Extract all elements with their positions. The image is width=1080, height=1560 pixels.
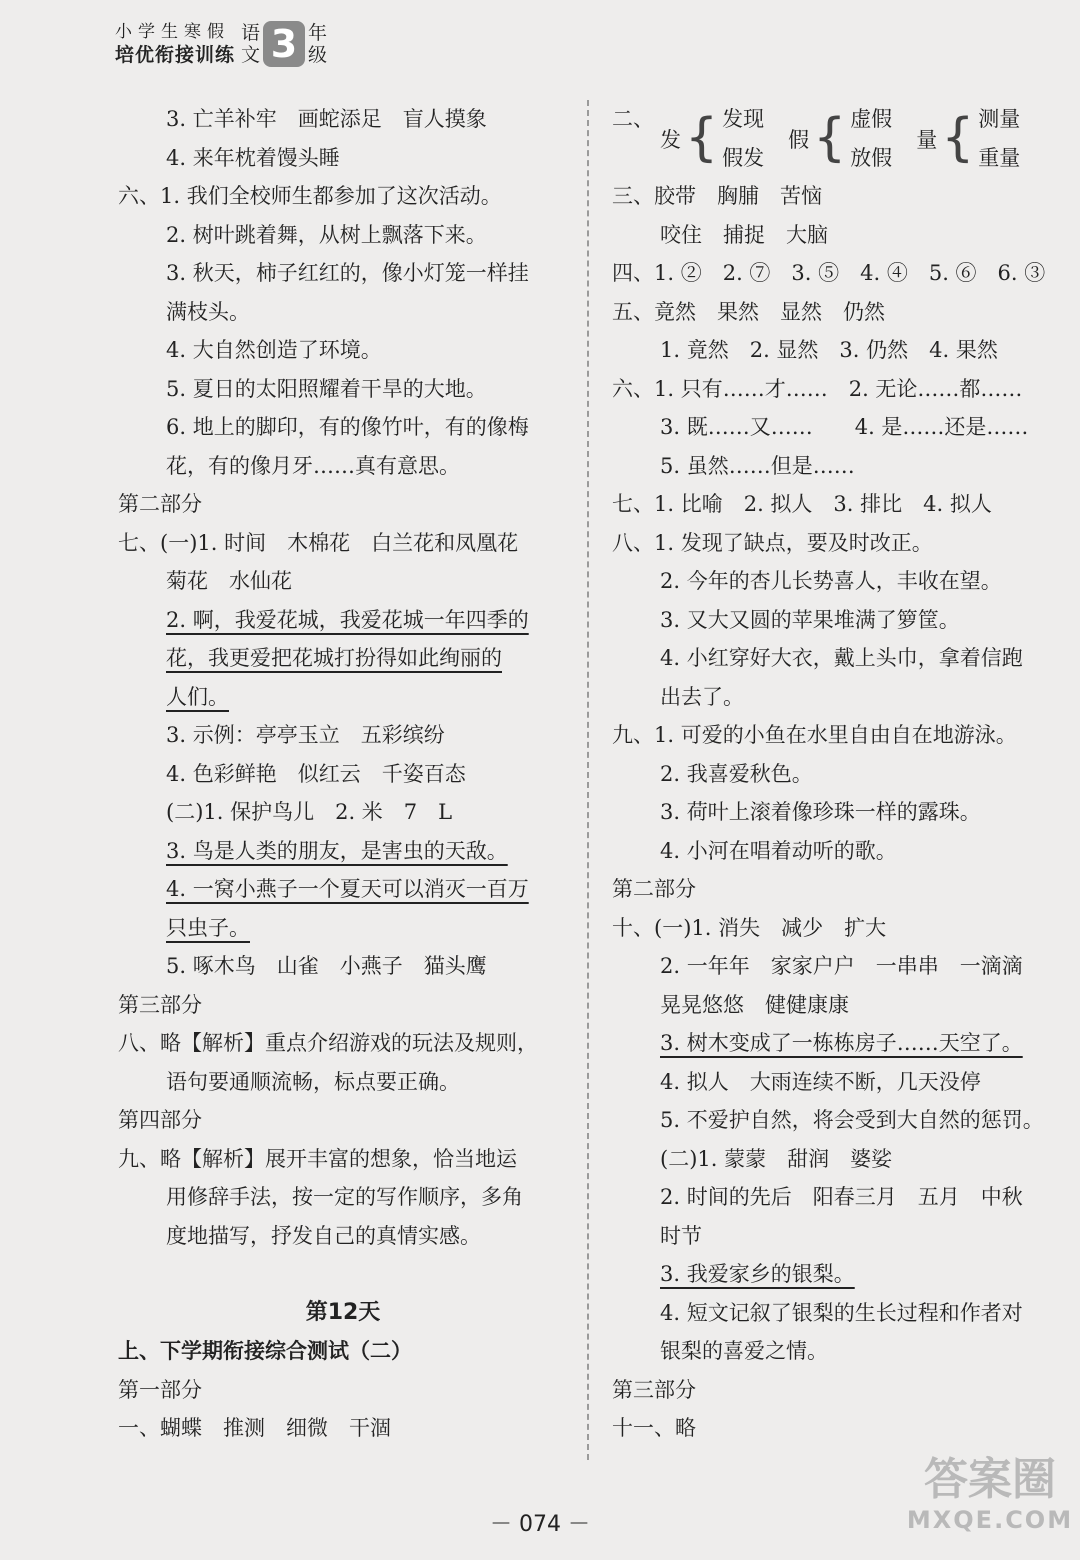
answer-line: 5. 虽然……但是…… bbox=[660, 453, 855, 478]
group-word: 虚假 bbox=[850, 107, 893, 131]
section-heading: 第三部分 bbox=[612, 1377, 696, 1402]
group-head: 量 bbox=[916, 127, 938, 152]
column-divider bbox=[587, 100, 589, 1460]
answer-line: 4. 色彩鲜艳 似红云 千姿百态 bbox=[166, 761, 466, 786]
brace-icon: { bbox=[941, 108, 975, 168]
test-title: 上、下学期衔接综合测试（二） bbox=[118, 1339, 412, 1363]
answer-line: 度地描写，抒发自己的真情实感。 bbox=[166, 1223, 481, 1248]
answer-line: 用修辞手法，按一定的写作顺序，多角 bbox=[166, 1185, 523, 1209]
answer-line: 3. 示例：亭亭玉立 五彩缤纷 bbox=[166, 723, 445, 747]
section-heading: 第四部分 bbox=[118, 1108, 202, 1132]
answer-line: 八、1. 发现了缺点，要及时改正。 bbox=[612, 530, 933, 555]
site-watermark bbox=[905, 1455, 1075, 1535]
group-items bbox=[850, 100, 892, 177]
grade-badge: 3 bbox=[263, 21, 305, 67]
answer-line: 银梨的喜爱之情。 bbox=[660, 1339, 828, 1363]
answer-line: 5. 啄木鸟 山雀 小燕子 猫头鹰 bbox=[166, 954, 487, 978]
answer-line: 3. 亡羊补牢 画蛇添足 盲人摸象 bbox=[166, 107, 487, 131]
answer-line: 满枝头。 bbox=[166, 299, 250, 324]
answer-line: 6. 地上的脚印，有的像竹叶，有的像梅 bbox=[166, 415, 529, 439]
answer-line bbox=[118, 601, 568, 640]
answer-line: 2. 我喜爱秋色。 bbox=[660, 761, 813, 786]
answer-line: 十一、略 bbox=[612, 1416, 696, 1440]
answer-line bbox=[118, 870, 568, 909]
group-word: 测量 bbox=[978, 107, 1021, 131]
answer-line: 3. 秋天，柿子红红的，像小灯笼一样挂 bbox=[166, 261, 529, 285]
answer-line: 四、1. ② 2. ⑦ 3. ⑤ 4. ④ 5. ⑥ 6. ③ bbox=[612, 261, 1046, 285]
section-heading: 第三部分 bbox=[118, 992, 202, 1017]
answer-line: (二)1. 保护鸟儿 2. 米 7 L bbox=[166, 800, 453, 824]
answer-line: 八、略【解析】重点介绍游戏的玩法及规则， bbox=[118, 1031, 538, 1055]
brace-icon: { bbox=[813, 108, 847, 168]
section-heading: 第一部分 bbox=[118, 1377, 202, 1402]
underlined-answer: 3. 树木变成了一栋栋房子……天空了。 bbox=[660, 1031, 1023, 1055]
group-items bbox=[722, 100, 764, 177]
answer-line: 咬住 捕捉 大脑 bbox=[660, 222, 828, 247]
day-title: 第12天 bbox=[305, 1299, 381, 1325]
answer-line: 4. 短文记叙了银梨的生长过程和作者对 bbox=[660, 1300, 1023, 1325]
answer-line bbox=[612, 1255, 1057, 1294]
underlined-answer: 只虫子。 bbox=[166, 915, 250, 940]
book-header bbox=[115, 16, 327, 72]
answer-line: 5. 不爱护自然，将会受到大自然的惩罚。 bbox=[660, 1108, 1044, 1132]
group-items bbox=[978, 100, 1020, 177]
page-number: － 074 － bbox=[490, 1512, 590, 1537]
answer-line: 一、蝴蝶 推测 细微 干涸 bbox=[118, 1416, 391, 1440]
question-number: 二、 bbox=[612, 107, 654, 131]
word-group bbox=[788, 100, 892, 177]
answer-line bbox=[118, 639, 568, 678]
brace-icon: { bbox=[685, 108, 719, 168]
book-title-line1: 小学生寒假 bbox=[115, 22, 230, 42]
group-head: 假 bbox=[788, 127, 810, 152]
answer-line: 5. 夏日的太阳照耀着干旱的大地。 bbox=[166, 376, 487, 401]
answer-line: 七、1. 比喻 2. 拟人 3. 排比 4. 拟人 bbox=[612, 492, 992, 516]
book-title-line2: 培优衔接训练 bbox=[115, 44, 236, 66]
answer-line bbox=[118, 832, 568, 871]
watermark-url: MXQE.COM bbox=[906, 1506, 1074, 1534]
watermark-logo: 答案圈 bbox=[924, 1454, 1056, 1505]
answer-line: 3. 又大又圆的苹果堆满了箩筐。 bbox=[660, 607, 960, 632]
underlined-answer: 3. 鸟是人类的朋友，是害虫的天敌。 bbox=[166, 838, 508, 863]
answer-line: (二)1. 蒙蒙 甜润 婆娑 bbox=[660, 1146, 893, 1171]
answer-line: 晃晃悠悠 健健康康 bbox=[660, 992, 849, 1017]
answer-line: 4. 小河在唱着动听的歌。 bbox=[660, 838, 897, 863]
answer-line: 菊花 水仙花 bbox=[166, 569, 292, 593]
answer-line bbox=[118, 678, 568, 717]
underlined-answer: 人们。 bbox=[166, 684, 229, 709]
subject-label bbox=[241, 22, 260, 66]
answer-line: 2. 时间的先后 阳春三月 五月 中秋 bbox=[660, 1185, 1023, 1209]
answer-line: 3. 荷叶上滚着像珍珠一样的露珠。 bbox=[660, 800, 981, 824]
answer-line: 4. 拟人 大雨连续不断，几天没停 bbox=[660, 1069, 981, 1094]
unit-top: 年 bbox=[308, 22, 328, 44]
answer-line: 六、1. 我们全校师生都参加了这次活动。 bbox=[118, 184, 502, 208]
subject-top: 语 bbox=[241, 22, 261, 44]
answer-line: 九、略【解析】展开丰富的想象，恰当地运 bbox=[118, 1146, 517, 1171]
answer-line: 七、(一)1. 时间 木棉花 白兰花和凤凰花 bbox=[118, 530, 519, 555]
answer-line: 十、(一)1. 消失 减少 扩大 bbox=[612, 915, 887, 940]
underlined-answer: 3. 我爱家乡的银梨。 bbox=[660, 1262, 855, 1286]
answer-line: 4. 来年枕着馒头睡 bbox=[166, 145, 340, 170]
group-word: 假发 bbox=[722, 145, 765, 170]
group-word: 发现 bbox=[722, 107, 765, 131]
group-word: 重量 bbox=[978, 145, 1021, 170]
subject-bottom: 文 bbox=[241, 44, 261, 66]
left-column bbox=[118, 100, 568, 1448]
answer-line: 4. 小红穿好大衣，戴上头巾，拿着信跑 bbox=[660, 646, 1023, 670]
answer-line: 五、竟然 果然 显然 仍然 bbox=[612, 299, 885, 324]
answer-line: 三、胶带 胸脯 苦恼 bbox=[612, 184, 822, 208]
answer-line: 2. 一年年 家家户户 一串串 一滴滴 bbox=[660, 954, 1023, 978]
spacer bbox=[118, 1255, 568, 1294]
group-head: 发 bbox=[660, 127, 681, 152]
answer-line: 3. 既……又…… 4. 是……还是…… bbox=[660, 415, 1029, 439]
word-group bbox=[916, 100, 1020, 177]
unit-bottom: 级 bbox=[308, 44, 328, 66]
book-title bbox=[115, 21, 235, 67]
answer-line: 1. 竟然 2. 显然 3. 仍然 4. 果然 bbox=[660, 338, 998, 362]
answer-line: 六、1. 只有……才…… 2. 无论……都…… bbox=[612, 376, 1023, 401]
answer-line: 花，有的像月牙……真有意思。 bbox=[166, 453, 460, 478]
answer-line: 2. 树叶跳着舞，从树上飘落下来。 bbox=[166, 222, 487, 247]
grade-unit bbox=[308, 22, 327, 66]
answer-line bbox=[118, 909, 568, 948]
right-column bbox=[612, 100, 1057, 1448]
word-group-block bbox=[612, 100, 1057, 177]
underlined-answer: 4. 一窝小燕子一个夏天可以消灭一百万 bbox=[166, 877, 529, 901]
answer-line: 九、1. 可爱的小鱼在水里自由自在地游泳。 bbox=[612, 723, 1017, 747]
word-group bbox=[660, 100, 764, 177]
answer-line: 4. 大自然创造了环境。 bbox=[166, 338, 382, 362]
section-heading: 第二部分 bbox=[612, 877, 696, 901]
section-heading: 第二部分 bbox=[118, 492, 202, 516]
answer-line: 出去了。 bbox=[660, 684, 744, 709]
answer-line bbox=[612, 1024, 1057, 1063]
answer-line: 2. 今年的杏儿长势喜人，丰收在望。 bbox=[660, 569, 1002, 593]
underlined-answer: 花，我更爱把花城打扮得如此绚丽的 bbox=[166, 646, 502, 670]
underlined-answer: 2. 啊，我爱花城，我爱花城一年四季的 bbox=[166, 607, 529, 632]
answer-line: 时节 bbox=[660, 1223, 702, 1248]
group-word: 放假 bbox=[850, 145, 893, 170]
answer-line: 语句要通顺流畅，标点要正确。 bbox=[166, 1069, 460, 1094]
